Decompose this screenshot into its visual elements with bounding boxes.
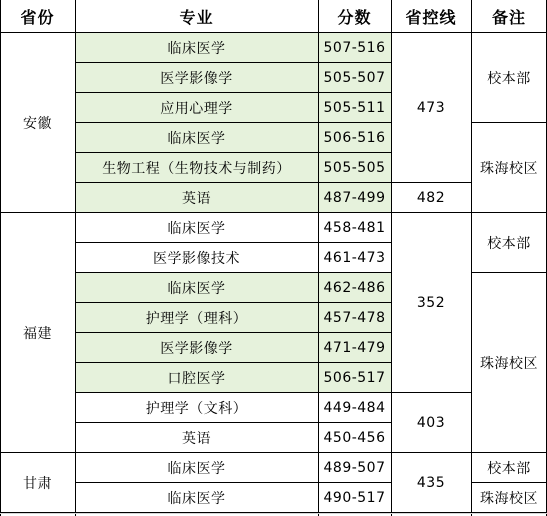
row-divider xyxy=(75,332,391,333)
score-cell: 457-478 xyxy=(323,310,386,326)
row-divider xyxy=(75,242,391,243)
row-divider xyxy=(0,212,75,213)
major-cell: 临床医学 xyxy=(167,461,226,477)
note-cell: 校本部 xyxy=(487,71,531,87)
province-cell: 安徽 xyxy=(23,116,52,132)
header-major: 专业 xyxy=(179,7,214,27)
score-cell: 506-516 xyxy=(323,130,386,146)
major-cell: 医学影像学 xyxy=(160,341,233,357)
note-cell: 校本部 xyxy=(487,461,531,477)
row-divider xyxy=(75,62,391,63)
score-cell: 490-517 xyxy=(323,490,386,506)
major-cell: 护理学（理科） xyxy=(145,311,248,327)
note-cell: 珠海校区 xyxy=(480,491,538,507)
major-cell: 临床医学 xyxy=(167,221,226,237)
major-cell: 生物工程（生物技术与制药） xyxy=(102,161,291,177)
header-divider xyxy=(0,32,547,33)
major-cell: 临床医学 xyxy=(167,131,226,147)
column-divider xyxy=(318,0,319,516)
control-line-cell: 482 xyxy=(416,190,446,206)
score-cell: 462-486 xyxy=(323,280,386,296)
note-cell: 珠海校区 xyxy=(480,161,538,177)
row-divider xyxy=(75,482,391,483)
row-divider xyxy=(75,212,391,213)
header-score: 分数 xyxy=(337,7,372,27)
row-divider xyxy=(75,272,391,273)
score-cell: 471-479 xyxy=(323,340,386,356)
row-divider xyxy=(75,422,391,423)
note-cell: 珠海校区 xyxy=(480,356,538,372)
score-cell: 461-473 xyxy=(323,250,386,266)
row-divider xyxy=(75,182,391,183)
control-line-cell: 403 xyxy=(416,415,446,431)
header-note: 备注 xyxy=(491,7,526,27)
row-divider xyxy=(391,392,471,393)
row-divider xyxy=(471,482,547,483)
major-cell: 英语 xyxy=(182,191,211,207)
score-cell: 450-456 xyxy=(323,430,386,446)
row-divider xyxy=(75,392,391,393)
header-province: 省份 xyxy=(20,7,55,27)
row-divider xyxy=(75,92,391,93)
major-cell: 医学影像技术 xyxy=(153,251,240,267)
row-divider xyxy=(471,452,547,453)
header-control-line: 省控线 xyxy=(405,7,457,27)
major-cell: 口腔医学 xyxy=(167,371,226,387)
score-cell: 507-516 xyxy=(323,40,386,56)
row-divider xyxy=(391,452,471,453)
row-divider xyxy=(75,122,391,123)
major-cell: 临床医学 xyxy=(167,491,226,507)
column-divider xyxy=(0,0,1,516)
row-divider xyxy=(0,452,75,453)
row-divider xyxy=(391,212,471,213)
row-divider xyxy=(75,302,391,303)
row-divider xyxy=(471,122,547,123)
province-cell: 甘肃 xyxy=(23,476,52,492)
score-cell: 506-517 xyxy=(323,370,386,386)
major-cell: 医学影像学 xyxy=(160,71,233,87)
score-cell: 505-507 xyxy=(323,70,386,86)
score-cell: 489-507 xyxy=(323,460,386,476)
sheet-gridline xyxy=(0,513,547,514)
column-divider xyxy=(471,0,472,516)
row-divider xyxy=(75,452,391,453)
score-cell: 458-481 xyxy=(323,220,386,236)
score-cell: 505-511 xyxy=(323,100,386,116)
column-divider xyxy=(75,0,76,516)
row-divider xyxy=(75,362,391,363)
row-divider xyxy=(391,182,471,183)
row-divider xyxy=(471,272,547,273)
control-line-cell: 435 xyxy=(416,475,446,491)
score-cell: 449-484 xyxy=(323,400,386,416)
row-divider xyxy=(471,212,547,213)
major-cell: 应用心理学 xyxy=(160,101,233,117)
control-line-cell: 473 xyxy=(416,100,446,116)
province-cell: 福建 xyxy=(23,326,52,342)
major-cell: 临床医学 xyxy=(167,41,226,57)
major-cell: 临床医学 xyxy=(167,281,226,297)
score-cell: 505-505 xyxy=(323,160,386,176)
major-cell: 英语 xyxy=(182,431,211,447)
score-cell: 487-499 xyxy=(323,190,386,206)
column-divider xyxy=(391,0,392,516)
control-line-cell: 352 xyxy=(416,295,446,311)
major-cell: 护理学（文科） xyxy=(145,401,248,417)
note-cell: 校本部 xyxy=(487,236,531,252)
row-divider xyxy=(75,152,391,153)
